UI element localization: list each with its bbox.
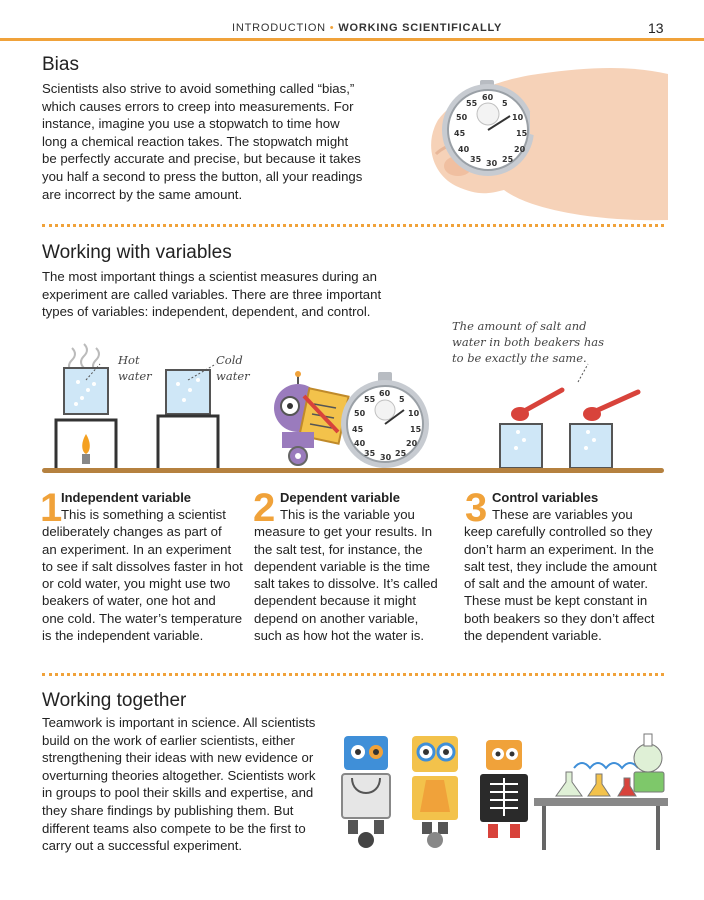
- robot-team-illustration: [330, 728, 670, 852]
- column-line: beakers of water, one hot and: [42, 593, 216, 609]
- column-line: dependent variable is the time: [254, 558, 430, 574]
- hand-stopwatch-number: 40: [458, 145, 470, 154]
- column-line: an experiment. In an experiment: [42, 541, 232, 557]
- column-number: 3: [465, 486, 488, 530]
- column-body: [254, 506, 459, 644]
- hand-stopwatch-number: 60: [482, 93, 494, 102]
- header-section: INTRODUCTION: [232, 22, 326, 34]
- label-line: Hot: [118, 353, 140, 367]
- page-number: 13: [648, 20, 664, 36]
- column-line: the dependent variable.: [464, 628, 602, 644]
- stopwatch-number: 40: [354, 439, 366, 448]
- label-line: The amount of salt and: [452, 319, 587, 333]
- bias-line: be perfectly accurate and precise, but because it takes: [42, 151, 361, 167]
- hand-stopwatch-number: 10: [512, 113, 524, 122]
- bias-line: are incorrect by the same amount.: [42, 186, 243, 202]
- label-line: Cold: [216, 353, 243, 367]
- bias-title: Bias: [42, 54, 79, 75]
- stopwatch-number: 15: [410, 425, 422, 434]
- column-line: These must be kept constant in: [464, 593, 648, 609]
- column-line: is the independent variable.: [42, 628, 204, 644]
- variables-line: experiment are called variables. There are three important: [42, 286, 382, 302]
- column-line: such as how hot the water is.: [254, 628, 425, 644]
- bias-paragraph: [42, 80, 422, 203]
- bias-line: Scientists also strive to avoid something called “bias,”: [42, 81, 355, 96]
- column-line: These are variables you: [492, 507, 633, 522]
- stopwatch-number: 55: [364, 395, 376, 404]
- column-line: dependent because it might: [254, 593, 417, 609]
- label-line: water in both beakers has: [452, 335, 605, 349]
- hand-stopwatch-illustration: [418, 62, 668, 222]
- column-heading: Control variables: [492, 490, 599, 505]
- experiment-illustration: [42, 340, 664, 470]
- column-line: both beakers so they don’t affect: [464, 610, 655, 626]
- column-line: the salt test, for instance, the: [254, 541, 423, 557]
- stopwatch-number: 10: [408, 409, 420, 418]
- column-line: depend on another variable,: [254, 610, 419, 626]
- stopwatch-number: 60: [379, 389, 391, 398]
- stopwatch-number: 20: [406, 439, 418, 448]
- column-line: salt test, they include the amount: [464, 558, 657, 574]
- illustration-shelf: [42, 468, 664, 473]
- header-subsection: WORKING SCIENTIFICALLY: [338, 22, 503, 34]
- column-line: deliberately changes as part of: [42, 524, 222, 540]
- column-line: of salt and the amount of water.: [464, 576, 649, 592]
- hand-stopwatch-number: 35: [470, 155, 482, 164]
- column-line: This is something a scientist: [61, 507, 226, 522]
- together-line: carry out a successful experiment.: [42, 838, 243, 854]
- stopwatch-number: 25: [395, 449, 407, 458]
- bias-line: you half a second to press the button, all your readings: [42, 168, 363, 184]
- bias-line: which causes errors to creep into measurements. For: [42, 98, 354, 114]
- together-line: Teamwork is important in science. All scientists: [42, 715, 316, 730]
- hand-stopwatch-number: 15: [516, 129, 528, 138]
- stopwatch-number: 5: [399, 395, 405, 404]
- column-line: don’t harm an experiment. In the: [464, 541, 654, 557]
- column-number: 2: [253, 486, 276, 530]
- column-body: [464, 506, 674, 644]
- label-line: to be exactly the same.: [452, 351, 587, 365]
- stopwatch-number: 45: [352, 425, 364, 434]
- column-heading: Dependent variable: [280, 490, 400, 505]
- column-line: salt takes to dissolve. It’s called: [254, 576, 438, 592]
- hand-stopwatch-number: 30: [486, 159, 498, 168]
- variables-intro: [42, 268, 442, 321]
- hand-stopwatch-number: 45: [454, 129, 466, 138]
- label-line: water: [118, 369, 152, 383]
- column-line: keep carefully controlled so they: [464, 524, 653, 540]
- together-line: different teams also compete to be the first to: [42, 820, 306, 836]
- hand-stopwatch-number: 5: [502, 99, 508, 108]
- together-line: they share findings by publishing them. But: [42, 802, 294, 818]
- column-body: [42, 506, 252, 644]
- hand-stopwatch-number: 20: [514, 145, 526, 154]
- column-line: to see if salt dissolves faster in hot: [42, 558, 243, 574]
- column-heading: Independent variable: [61, 490, 192, 505]
- variables-line: types of variables: independent, dependent, and control.: [42, 304, 371, 320]
- header-bullet: •: [329, 22, 335, 34]
- together-title: Working together: [42, 690, 187, 711]
- header-rule: [0, 38, 704, 41]
- variables-line: The most important things a scientist measures during an: [42, 269, 377, 284]
- variables-title: Working with variables: [42, 242, 232, 263]
- together-paragraph: [42, 714, 332, 855]
- section-divider: [42, 224, 664, 227]
- running-header: [232, 22, 502, 34]
- stopwatch-number: 35: [364, 449, 376, 458]
- column-number: 1: [40, 486, 63, 530]
- stopwatch-number: 50: [354, 409, 366, 418]
- hand-stopwatch-number: 55: [466, 99, 478, 108]
- bias-line: instance, imagine you use a stopwatch to time how: [42, 116, 340, 132]
- together-line: overturning theories altogether. Scientists work: [42, 767, 316, 783]
- column-line: This is the variable you: [280, 507, 415, 522]
- column-line: or cold water, you might use two: [42, 576, 231, 592]
- together-line: strengthening their ideas with new evidence or: [42, 750, 314, 766]
- bias-line: long a chemical reaction takes. The stopwatch might: [42, 133, 349, 149]
- together-line: build on the work of earlier scientists, either: [42, 732, 295, 748]
- together-line: in groups to pool their skills and expertise, and: [42, 785, 314, 801]
- label-line: water: [216, 369, 250, 383]
- hand-stopwatch-number: 50: [456, 113, 468, 122]
- section-divider: [42, 673, 664, 676]
- column-line: one cold. The water’s temperature: [42, 610, 243, 626]
- hand-stopwatch-number: 25: [502, 155, 514, 164]
- stopwatch-number: 30: [380, 453, 392, 462]
- column-line: measure to get your results. In: [254, 524, 433, 540]
